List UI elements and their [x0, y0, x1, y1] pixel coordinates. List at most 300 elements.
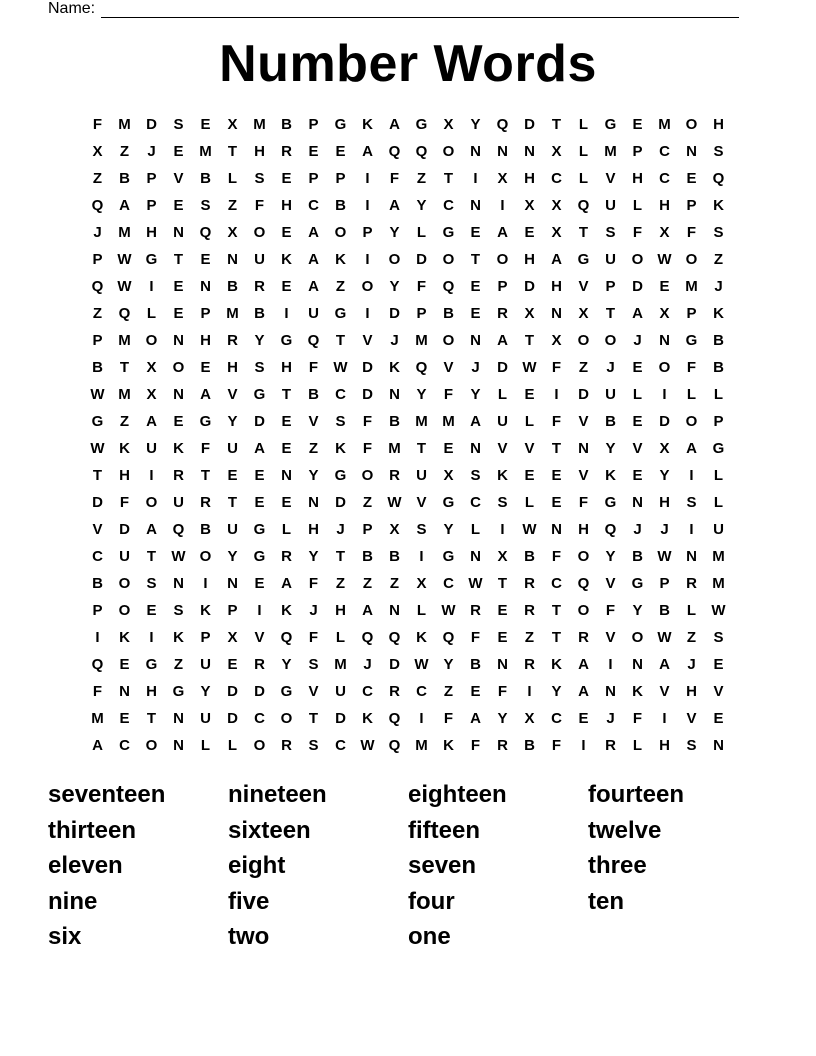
grid-letter[interactable]: S — [713, 224, 724, 241]
grid-letter[interactable]: L — [632, 737, 643, 754]
grid-letter[interactable]: R — [470, 602, 481, 619]
grid-letter[interactable]: C — [416, 683, 427, 700]
grid-letter[interactable]: A — [362, 602, 373, 619]
grid-letter[interactable]: W — [90, 440, 105, 457]
grid-letter[interactable]: B — [524, 548, 535, 565]
grid-letter[interactable]: U — [146, 440, 157, 457]
grid-letter[interactable]: G — [199, 413, 212, 430]
grid-letter[interactable]: N — [578, 440, 589, 457]
grid-letter[interactable]: O — [631, 251, 644, 268]
grid-letter[interactable]: N — [173, 224, 184, 241]
grid-letter[interactable]: X — [443, 467, 454, 484]
grid-letter[interactable]: L — [632, 197, 643, 214]
grid-letter[interactable]: W — [522, 521, 537, 538]
grid-letter[interactable]: K — [200, 602, 211, 619]
grid-letter[interactable]: Z — [308, 440, 319, 457]
grid-letter[interactable]: N — [308, 494, 319, 511]
grid-letter[interactable]: L — [713, 494, 724, 511]
grid-letter[interactable]: A — [308, 224, 319, 241]
grid-letter[interactable]: T — [281, 386, 292, 403]
grid-letter[interactable]: C — [335, 737, 346, 754]
grid-letter[interactable]: U — [308, 305, 319, 322]
grid-letter[interactable]: G — [280, 683, 293, 700]
grid-letter[interactable]: O — [388, 251, 401, 268]
grid-letter[interactable]: G — [172, 683, 185, 700]
grid-letter[interactable]: F — [389, 170, 400, 187]
grid-letter[interactable]: M — [118, 332, 131, 349]
grid-letter[interactable]: L — [281, 521, 292, 538]
grid-letter[interactable]: Y — [200, 683, 211, 700]
grid-letter[interactable]: F — [551, 548, 562, 565]
grid-letter[interactable]: N — [686, 143, 697, 160]
grid-letter[interactable]: C — [254, 710, 265, 727]
grid-letter[interactable]: T — [416, 440, 427, 457]
grid-letter[interactable]: I — [257, 602, 262, 619]
grid-letter[interactable]: L — [632, 386, 643, 403]
grid-letter[interactable]: F — [92, 116, 103, 133]
grid-letter[interactable]: X — [227, 116, 238, 133]
grid-letter[interactable]: S — [308, 656, 319, 673]
grid-letter[interactable]: A — [281, 575, 292, 592]
grid-letter[interactable]: F — [578, 494, 589, 511]
grid-letter[interactable]: V — [308, 683, 319, 700]
grid-letter[interactable]: F — [308, 359, 319, 376]
grid-letter[interactable]: T — [146, 548, 157, 565]
grid-letter[interactable]: J — [309, 602, 318, 619]
grid-letter[interactable]: E — [470, 305, 481, 322]
grid-letter[interactable]: Y — [389, 224, 400, 241]
grid-letter[interactable]: Q — [712, 170, 725, 187]
grid-letter[interactable]: I — [365, 251, 370, 268]
grid-letter[interactable]: B — [200, 521, 211, 538]
grid-letter[interactable]: A — [254, 440, 265, 457]
grid-letter[interactable]: W — [657, 251, 672, 268]
grid-letter[interactable]: D — [335, 710, 346, 727]
grid-letter[interactable]: K — [362, 710, 373, 727]
grid-letter[interactable]: Y — [308, 467, 319, 484]
grid-letter[interactable]: W — [441, 602, 456, 619]
grid-letter[interactable]: C — [443, 575, 454, 592]
grid-letter[interactable]: M — [712, 575, 725, 592]
grid-letter[interactable]: V — [605, 575, 616, 592]
grid-letter[interactable]: N — [470, 143, 481, 160]
grid-letter[interactable]: U — [605, 386, 616, 403]
grid-letter[interactable]: P — [227, 602, 238, 619]
grid-letter[interactable]: G — [712, 440, 725, 457]
grid-letter[interactable]: F — [497, 683, 508, 700]
grid-letter[interactable]: C — [119, 737, 130, 754]
grid-letter[interactable]: S — [254, 170, 265, 187]
grid-letter[interactable]: N — [227, 251, 238, 268]
grid-letter[interactable]: K — [632, 683, 643, 700]
grid-letter[interactable]: S — [713, 143, 724, 160]
grid-letter[interactable]: E — [227, 467, 238, 484]
grid-letter[interactable]: L — [335, 629, 346, 646]
grid-letter[interactable]: K — [443, 737, 454, 754]
grid-letter[interactable]: F — [686, 224, 697, 241]
grid-letter[interactable]: K — [335, 251, 346, 268]
grid-letter[interactable]: D — [254, 413, 265, 430]
grid-letter[interactable]: N — [173, 386, 184, 403]
grid-letter[interactable]: X — [389, 521, 400, 538]
grid-letter[interactable]: L — [524, 413, 535, 430]
grid-letter[interactable]: G — [280, 332, 293, 349]
grid-letter[interactable]: A — [470, 710, 481, 727]
grid-letter[interactable]: Y — [416, 386, 427, 403]
grid-letter[interactable]: X — [227, 224, 238, 241]
grid-letter[interactable]: N — [119, 683, 130, 700]
grid-letter[interactable]: T — [227, 494, 238, 511]
grid-letter[interactable]: Y — [308, 548, 319, 565]
grid-letter[interactable]: U — [416, 467, 427, 484]
grid-letter[interactable]: Z — [416, 170, 427, 187]
grid-letter[interactable]: Q — [415, 359, 428, 376]
grid-letter[interactable]: D — [632, 278, 643, 295]
grid-letter[interactable]: Q — [388, 710, 401, 727]
grid-letter[interactable]: S — [686, 737, 697, 754]
grid-letter[interactable]: Q — [172, 521, 185, 538]
grid-letter[interactable]: Q — [604, 521, 617, 538]
grid-letter[interactable]: E — [551, 467, 562, 484]
grid-letter[interactable]: O — [442, 143, 455, 160]
grid-letter[interactable]: R — [605, 737, 616, 754]
grid-letter[interactable]: G — [685, 332, 698, 349]
grid-letter[interactable]: H — [659, 197, 670, 214]
grid-letter[interactable]: W — [657, 629, 672, 646]
grid-letter[interactable]: F — [443, 386, 454, 403]
grid-letter[interactable]: U — [335, 683, 346, 700]
grid-letter[interactable]: Z — [335, 575, 346, 592]
grid-letter[interactable]: T — [497, 575, 508, 592]
grid-letter[interactable]: H — [524, 170, 535, 187]
grid-letter[interactable]: O — [145, 494, 158, 511]
grid-letter[interactable]: A — [308, 278, 319, 295]
grid-letter[interactable]: Q — [280, 629, 293, 646]
grid-letter[interactable]: U — [173, 494, 184, 511]
grid-letter[interactable]: K — [416, 629, 427, 646]
grid-letter[interactable]: N — [200, 278, 211, 295]
grid-letter[interactable]: J — [147, 143, 156, 160]
grid-letter[interactable]: N — [632, 656, 643, 673]
name-blank-line[interactable] — [101, 2, 739, 18]
grid-letter[interactable]: B — [659, 602, 670, 619]
grid-letter[interactable]: H — [119, 467, 130, 484]
grid-letter[interactable]: T — [605, 305, 616, 322]
grid-letter[interactable]: V — [227, 386, 238, 403]
grid-letter[interactable]: I — [149, 629, 154, 646]
grid-letter[interactable]: H — [551, 278, 562, 295]
grid-letter[interactable]: M — [91, 710, 104, 727]
grid-letter[interactable]: L — [578, 116, 589, 133]
grid-letter[interactable]: F — [632, 710, 643, 727]
grid-letter[interactable]: J — [633, 332, 642, 349]
grid-letter[interactable]: F — [416, 278, 427, 295]
grid-letter[interactable]: X — [443, 116, 454, 133]
grid-letter[interactable]: U — [605, 251, 616, 268]
grid-letter[interactable]: N — [605, 683, 616, 700]
grid-letter[interactable]: L — [524, 494, 535, 511]
grid-letter[interactable]: W — [414, 656, 429, 673]
grid-letter[interactable]: M — [226, 305, 239, 322]
grid-letter[interactable]: C — [659, 170, 670, 187]
grid-letter[interactable]: K — [551, 656, 562, 673]
grid-letter[interactable]: I — [500, 197, 505, 214]
grid-letter[interactable]: O — [631, 629, 644, 646]
grid-letter[interactable]: S — [470, 467, 481, 484]
grid-letter[interactable]: X — [497, 548, 508, 565]
grid-letter[interactable]: H — [632, 170, 643, 187]
grid-letter[interactable]: P — [686, 197, 697, 214]
grid-letter[interactable]: L — [713, 467, 724, 484]
grid-letter[interactable]: X — [659, 224, 670, 241]
grid-letter[interactable]: V — [713, 683, 724, 700]
grid-letter[interactable]: W — [90, 386, 105, 403]
grid-letter[interactable]: L — [227, 737, 238, 754]
grid-letter[interactable]: E — [713, 710, 724, 727]
grid-letter[interactable]: R — [254, 656, 265, 673]
grid-letter[interactable]: C — [470, 494, 481, 511]
grid-letter[interactable]: H — [281, 359, 292, 376]
grid-letter[interactable]: A — [551, 251, 562, 268]
grid-letter[interactable]: W — [117, 251, 132, 268]
grid-letter[interactable]: Z — [227, 197, 238, 214]
grid-letter[interactable]: O — [334, 224, 347, 241]
grid-letter[interactable]: H — [146, 224, 157, 241]
grid-letter[interactable]: I — [500, 521, 505, 538]
grid-letter[interactable]: E — [281, 278, 292, 295]
grid-letter[interactable]: D — [389, 305, 400, 322]
grid-letter[interactable]: G — [253, 386, 266, 403]
grid-letter[interactable]: X — [146, 359, 157, 376]
grid-letter[interactable]: E — [335, 143, 346, 160]
grid-letter[interactable]: L — [416, 224, 427, 241]
grid-letter[interactable]: S — [713, 629, 724, 646]
grid-letter[interactable]: Z — [524, 629, 535, 646]
grid-letter[interactable]: W — [360, 737, 375, 754]
grid-letter[interactable]: V — [659, 683, 670, 700]
grid-letter[interactable]: V — [92, 521, 103, 538]
grid-letter[interactable]: O — [172, 359, 185, 376]
grid-letter[interactable]: I — [149, 467, 154, 484]
grid-letter[interactable]: Y — [443, 656, 454, 673]
grid-letter[interactable]: H — [227, 359, 238, 376]
grid-letter[interactable]: F — [470, 737, 481, 754]
grid-letter[interactable]: B — [443, 305, 454, 322]
grid-letter[interactable]: N — [227, 575, 238, 592]
grid-letter[interactable]: V — [686, 710, 697, 727]
grid-letter[interactable]: V — [578, 413, 589, 430]
grid-letter[interactable]: U — [200, 656, 211, 673]
grid-letter[interactable]: E — [524, 467, 535, 484]
grid-letter[interactable]: E — [281, 413, 292, 430]
grid-letter[interactable]: N — [632, 494, 643, 511]
grid-letter[interactable]: A — [578, 656, 589, 673]
grid-letter[interactable]: G — [631, 575, 644, 592]
grid-letter[interactable]: L — [713, 386, 724, 403]
grid-letter[interactable]: B — [119, 170, 130, 187]
grid-letter[interactable]: P — [497, 278, 508, 295]
grid-letter[interactable]: P — [686, 305, 697, 322]
grid-letter[interactable]: R — [497, 737, 508, 754]
grid-letter[interactable]: Q — [307, 332, 320, 349]
grid-letter[interactable]: R — [173, 467, 184, 484]
grid-letter[interactable]: J — [93, 224, 102, 241]
grid-letter[interactable]: O — [253, 737, 266, 754]
grid-letter[interactable]: A — [578, 683, 589, 700]
grid-letter[interactable]: A — [146, 521, 157, 538]
grid-letter[interactable]: V — [416, 494, 427, 511]
grid-letter[interactable]: V — [173, 170, 184, 187]
grid-letter[interactable]: Z — [578, 359, 589, 376]
grid-letter[interactable]: X — [524, 710, 535, 727]
grid-letter[interactable]: N — [173, 737, 184, 754]
grid-letter[interactable]: E — [497, 602, 508, 619]
grid-letter[interactable]: L — [578, 143, 589, 160]
grid-letter[interactable]: G — [253, 521, 266, 538]
grid-letter[interactable]: E — [254, 575, 265, 592]
grid-letter[interactable]: E — [173, 305, 184, 322]
grid-letter[interactable]: Q — [442, 629, 455, 646]
grid-letter[interactable]: J — [606, 710, 615, 727]
grid-letter[interactable]: A — [119, 197, 130, 214]
grid-letter[interactable]: H — [281, 197, 292, 214]
grid-letter[interactable]: F — [308, 575, 319, 592]
grid-letter[interactable]: C — [551, 575, 562, 592]
grid-letter[interactable]: E — [173, 197, 184, 214]
grid-letter[interactable]: D — [362, 386, 373, 403]
grid-letter[interactable]: A — [308, 251, 319, 268]
grid-letter[interactable]: U — [713, 521, 724, 538]
grid-letter[interactable]: N — [173, 710, 184, 727]
grid-letter[interactable]: F — [362, 440, 373, 457]
grid-letter[interactable]: U — [200, 710, 211, 727]
grid-letter[interactable]: L — [686, 386, 697, 403]
grid-letter[interactable]: U — [227, 521, 238, 538]
grid-letter[interactable]: B — [281, 116, 292, 133]
grid-letter[interactable]: A — [362, 143, 373, 160]
grid-letter[interactable]: A — [92, 737, 103, 754]
grid-letter[interactable]: F — [686, 359, 697, 376]
grid-letter[interactable]: U — [119, 548, 130, 565]
grid-letter[interactable]: N — [281, 467, 292, 484]
grid-letter[interactable]: G — [253, 548, 266, 565]
grid-letter[interactable]: Q — [91, 656, 104, 673]
grid-letter[interactable]: P — [308, 170, 319, 187]
grid-letter[interactable]: N — [524, 143, 535, 160]
grid-letter[interactable]: S — [308, 737, 319, 754]
grid-letter[interactable]: K — [713, 197, 724, 214]
grid-letter[interactable]: I — [419, 710, 424, 727]
grid-letter[interactable]: B — [605, 413, 616, 430]
grid-letter[interactable]: C — [551, 710, 562, 727]
grid-letter[interactable]: F — [119, 494, 130, 511]
grid-letter[interactable]: Z — [92, 170, 103, 187]
grid-letter[interactable]: I — [203, 575, 208, 592]
grid-letter[interactable]: G — [415, 116, 428, 133]
grid-letter[interactable]: A — [632, 305, 643, 322]
grid-letter[interactable]: Y — [443, 521, 454, 538]
grid-letter[interactable]: O — [658, 359, 671, 376]
grid-letter[interactable]: D — [389, 656, 400, 673]
grid-letter[interactable]: H — [524, 251, 535, 268]
grid-letter[interactable]: I — [608, 656, 613, 673]
grid-letter[interactable]: T — [551, 116, 562, 133]
grid-letter[interactable]: K — [605, 467, 616, 484]
grid-letter[interactable]: M — [442, 413, 455, 430]
grid-letter[interactable]: H — [659, 494, 670, 511]
grid-letter[interactable]: V — [524, 440, 535, 457]
grid-letter[interactable]: Q — [388, 143, 401, 160]
grid-letter[interactable]: T — [470, 251, 481, 268]
grid-letter[interactable]: E — [713, 656, 724, 673]
grid-letter[interactable]: Z — [362, 575, 373, 592]
grid-letter[interactable]: E — [308, 143, 319, 160]
grid-letter[interactable]: I — [662, 710, 667, 727]
grid-letter[interactable]: Q — [388, 737, 401, 754]
grid-letter[interactable]: M — [118, 116, 131, 133]
grid-letter[interactable]: D — [254, 683, 265, 700]
grid-letter[interactable]: H — [200, 332, 211, 349]
grid-letter[interactable]: O — [145, 737, 158, 754]
grid-letter[interactable]: N — [497, 143, 508, 160]
grid-letter[interactable]: D — [416, 251, 427, 268]
grid-letter[interactable]: N — [470, 548, 481, 565]
grid-letter[interactable]: N — [389, 602, 400, 619]
grid-letter[interactable]: P — [146, 197, 157, 214]
grid-letter[interactable]: O — [199, 548, 212, 565]
grid-letter[interactable]: D — [119, 521, 130, 538]
grid-letter[interactable]: K — [335, 440, 346, 457]
grid-letter[interactable]: S — [497, 494, 508, 511]
grid-letter[interactable]: E — [173, 143, 184, 160]
grid-letter[interactable]: B — [92, 359, 103, 376]
grid-letter[interactable]: G — [334, 467, 347, 484]
grid-letter[interactable]: T — [443, 170, 454, 187]
grid-letter[interactable]: Z — [119, 413, 130, 430]
grid-letter[interactable]: E — [578, 710, 589, 727]
grid-letter[interactable]: B — [470, 656, 481, 673]
grid-letter[interactable]: B — [362, 548, 373, 565]
grid-letter[interactable]: E — [173, 278, 184, 295]
grid-letter[interactable]: F — [254, 197, 265, 214]
grid-letter[interactable]: X — [551, 143, 562, 160]
grid-letter[interactable]: B — [632, 548, 643, 565]
grid-letter[interactable]: G — [145, 251, 158, 268]
grid-letter[interactable]: F — [200, 440, 211, 457]
grid-letter[interactable]: G — [604, 116, 617, 133]
grid-letter[interactable]: J — [606, 359, 615, 376]
grid-letter[interactable]: Y — [605, 440, 616, 457]
grid-letter[interactable]: Q — [442, 278, 455, 295]
grid-letter[interactable]: A — [389, 116, 400, 133]
grid-letter[interactable]: Y — [632, 602, 643, 619]
grid-letter[interactable]: J — [336, 521, 345, 538]
grid-letter[interactable]: P — [308, 116, 319, 133]
grid-letter[interactable]: I — [365, 305, 370, 322]
grid-letter[interactable]: Q — [496, 116, 509, 133]
grid-letter[interactable]: C — [362, 683, 373, 700]
grid-letter[interactable]: Z — [362, 494, 373, 511]
grid-letter[interactable]: Q — [361, 629, 374, 646]
grid-letter[interactable]: B — [389, 413, 400, 430]
grid-letter[interactable]: E — [281, 494, 292, 511]
grid-letter[interactable]: N — [173, 575, 184, 592]
grid-letter[interactable]: Y — [416, 197, 427, 214]
grid-letter[interactable]: Y — [470, 116, 481, 133]
grid-letter[interactable]: J — [633, 521, 642, 538]
grid-letter[interactable]: I — [365, 197, 370, 214]
grid-letter[interactable]: U — [605, 197, 616, 214]
